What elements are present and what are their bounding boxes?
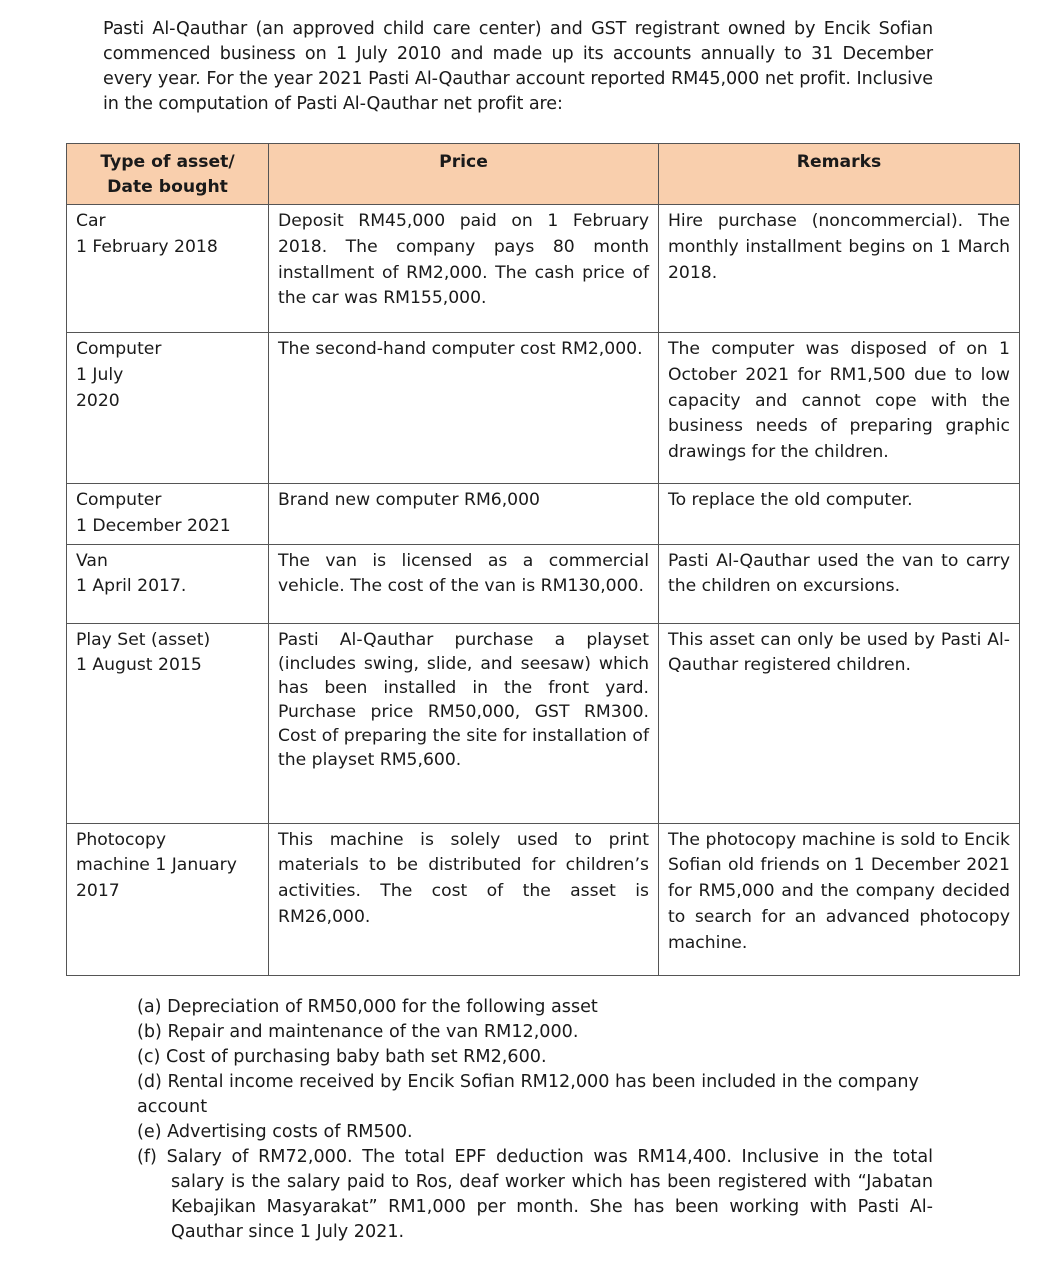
- asset-cell: Van 1 April 2017.: [67, 544, 269, 623]
- remarks-cell: Pasti Al-Qauthar used the van to carry the children on excursions.: [659, 544, 1020, 623]
- header-remarks: Remarks: [659, 144, 1020, 205]
- asset-cell: Computer 1 July 2020: [67, 333, 269, 484]
- table-row: [67, 205, 1020, 333]
- table-header-row: [67, 144, 1020, 205]
- remarks-cell: To replace the old computer.: [659, 484, 1020, 545]
- price-cell: Deposit RM45,000 paid on 1 February 2018. The company pays 80 month installment of RM2,000. The cash price of the car was RM155,000.: [269, 205, 659, 333]
- list-item: (f) Salary of RM72,000. The total EPF deduction was RM14,400. Inclusive in the total salary is the salary paid to Ros, deaf worker which has been registered with “Jabatan Kebajikan Masyarakat” RM1,000 per month. She has been working with Pasti Al-Qauthar since 1 July 2021.: [137, 1147, 933, 1242]
- table-row: [67, 484, 1020, 545]
- remarks-cell: This asset can only be used by Pasti Al-Qauthar registered children.: [659, 623, 1020, 823]
- asset-table: [66, 143, 1020, 976]
- list-item: (a) Depreciation of RM50,000 for the following asset: [137, 997, 598, 1017]
- price-cell: The van is licensed as a commercial vehicle. The cost of the van is RM130,000.: [269, 544, 659, 623]
- price-cell: Brand new computer RM6,000: [269, 484, 659, 545]
- asset-cell: Photocopy machine 1 January 2017: [67, 823, 269, 975]
- notes-list: [137, 995, 933, 1245]
- asset-cell: Computer 1 December 2021: [67, 484, 269, 545]
- list-item: (c) Cost of purchasing baby bath set RM2,600.: [137, 1047, 547, 1067]
- intro-paragraph: Pasti Al-Qauthar (an approved child care center) and GST registrant owned by Encik Sofian commenced business on 1 July 2010 and made up its accounts annually to 31 December every year. For the year 2021 Pasti Al-Qauthar account reported RM45,000 net profit. Inclusive in the computation of Pasti Al-Qauthar net profit are:: [103, 19, 933, 114]
- table-row: [67, 544, 1020, 623]
- table-row: [67, 623, 1020, 823]
- remarks-cell: The computer was disposed of on 1 October 2021 for RM1,500 due to low capacity and cannot cope with the business needs of preparing graphic drawings for the children.: [659, 333, 1020, 484]
- table-row: [67, 333, 1020, 484]
- list-item: (d) Rental income received by Encik Sofian RM12,000 has been included in the company account: [137, 1072, 919, 1117]
- asset-cell: Play Set (asset) 1 August 2015: [67, 623, 269, 823]
- header-asset: Type of asset/ Date bought: [67, 144, 269, 205]
- list-item: (b) Repair and maintenance of the van RM12,000.: [137, 1022, 579, 1042]
- asset-cell: Car 1 February 2018: [67, 205, 269, 333]
- price-cell: Pasti Al-Qauthar purchase a playset (includes swing, slide, and seesaw) which has been installed in the front yard. Purchase price RM50,000, GST RM300. Cost of preparing the site for installation of the playset RM5,600.: [269, 623, 659, 823]
- table-row: [67, 823, 1020, 975]
- list-item: (e) Advertising costs of RM500.: [137, 1122, 413, 1142]
- remarks-cell: Hire purchase (noncommercial). The monthly installment begins on 1 March 2018.: [659, 205, 1020, 333]
- price-cell: This machine is solely used to print materials to be distributed for children’s activities. The cost of the asset is RM26,000.: [269, 823, 659, 975]
- header-price: Price: [269, 144, 659, 205]
- price-cell: The second-hand computer cost RM2,000.: [269, 333, 659, 484]
- remarks-cell: The photocopy machine is sold to Encik Sofian old friends on 1 December 2021 for RM5,000 and the company decided to search for an advanced photocopy machine.: [659, 823, 1020, 975]
